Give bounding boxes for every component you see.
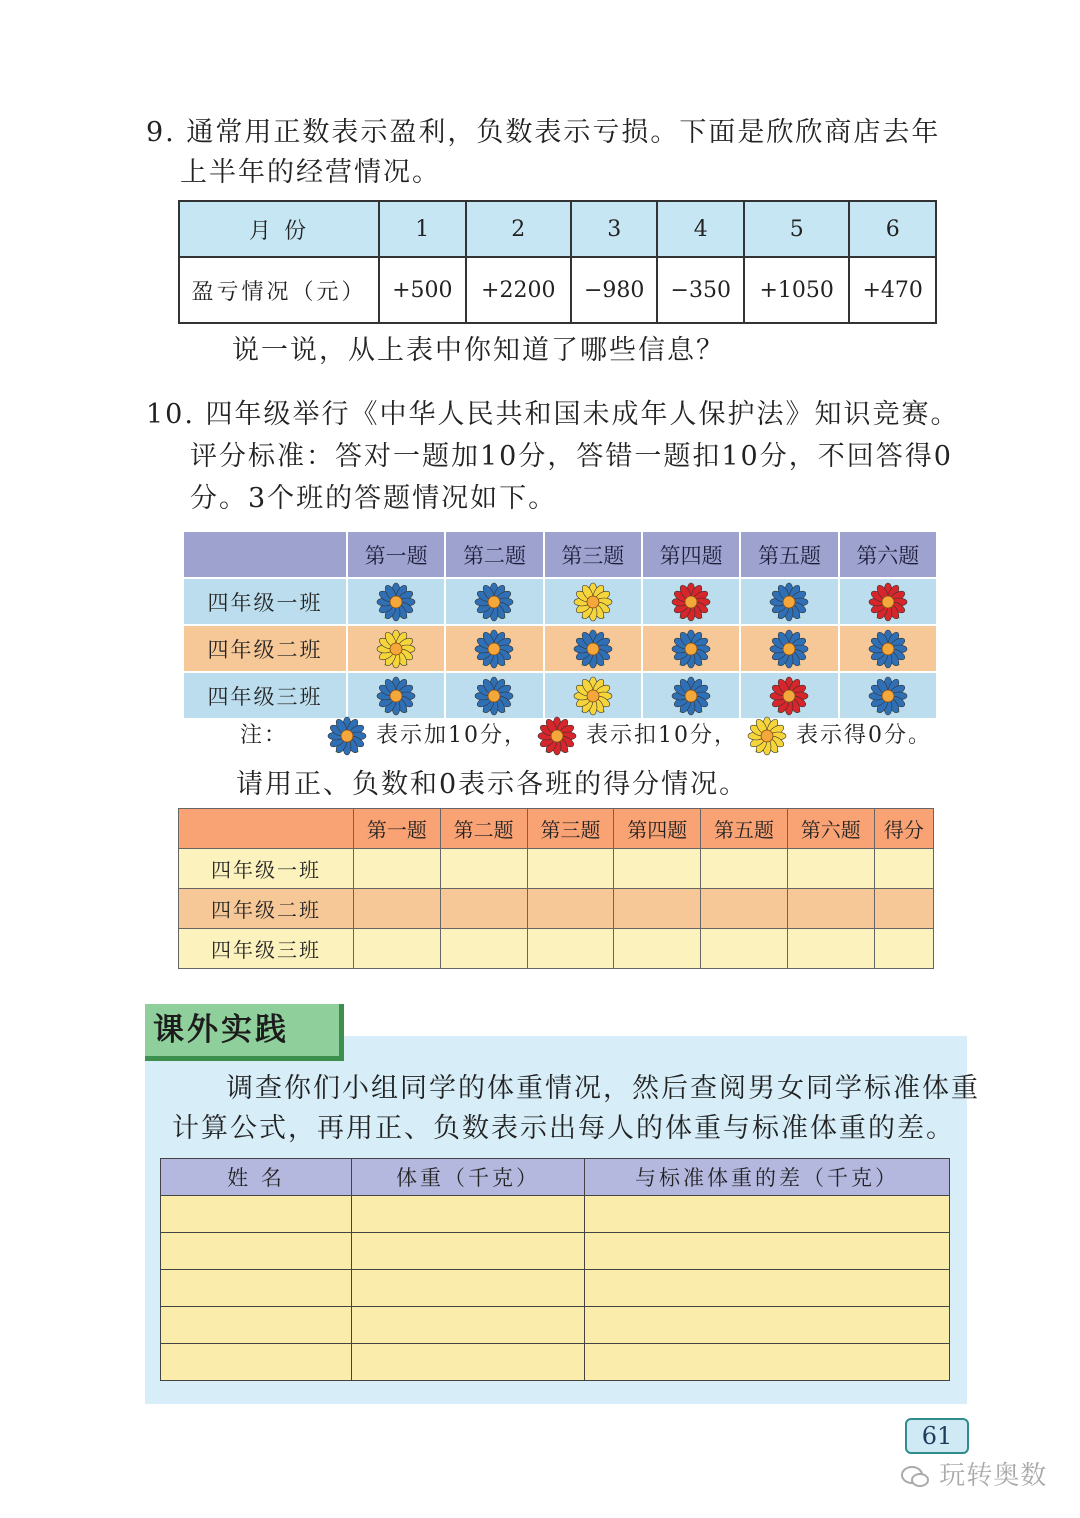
table-row	[183, 578, 937, 625]
note-blue: 表示加10分，	[376, 723, 529, 748]
month-cell: 4	[657, 201, 744, 257]
question-header: 第二题	[445, 531, 543, 578]
answer-cell[interactable]	[527, 849, 614, 889]
question-header: 第一题	[354, 809, 441, 849]
score-table	[178, 808, 934, 969]
problem10-line1: 10. 四年级举行《中华人民共和国未成年人保护法》知识竞赛。	[146, 399, 960, 430]
yellow-flower-icon	[573, 582, 613, 622]
problem10-line2: 评分标准：答对一题加10分，答错一题扣10分，不回答得0	[190, 441, 953, 472]
red-flower-icon	[537, 716, 577, 756]
weight-header: 体重（千克）	[352, 1159, 585, 1196]
blue-flower-icon	[474, 629, 514, 669]
answer-cell[interactable]	[440, 929, 527, 969]
input-cell[interactable]	[161, 1233, 352, 1270]
answer-cell[interactable]	[354, 889, 441, 929]
question-header: 第五题	[740, 531, 838, 578]
watermark-text: 玩转奥数	[939, 1461, 1048, 1491]
question-header: 第四题	[642, 531, 740, 578]
result-cell	[642, 625, 740, 672]
page-number: 61	[905, 1418, 969, 1454]
answer-cell[interactable]	[787, 929, 874, 969]
result-cell	[740, 625, 838, 672]
profit-loss-label: 盈亏情况（元）	[179, 257, 379, 323]
blue-flower-icon	[474, 582, 514, 622]
blue-flower-icon	[769, 629, 809, 669]
table-row	[161, 1196, 950, 1233]
result-cell	[445, 672, 543, 719]
question-header: 第四题	[614, 809, 701, 849]
input-cell[interactable]	[585, 1344, 950, 1381]
input-cell[interactable]	[161, 1196, 352, 1233]
difference-header: 与标准体重的差（千克）	[585, 1159, 950, 1196]
class-label: 四年级二班	[179, 889, 354, 929]
question-header: 第六题	[839, 531, 937, 578]
result-cell	[839, 672, 937, 719]
blue-flower-icon	[769, 582, 809, 622]
watermark	[900, 1455, 1047, 1492]
answer-cell[interactable]	[440, 889, 527, 929]
table-row	[161, 1233, 950, 1270]
input-cell[interactable]	[585, 1307, 950, 1344]
month-cell: 2	[466, 201, 571, 257]
answer-cell[interactable]	[527, 889, 614, 929]
legend-note	[240, 716, 932, 756]
blue-flower-icon	[868, 676, 908, 716]
weight-table	[160, 1158, 950, 1381]
result-cell	[544, 625, 642, 672]
input-cell[interactable]	[585, 1233, 950, 1270]
result-cell	[445, 625, 543, 672]
result-cell	[839, 578, 937, 625]
quiz-results-table	[182, 530, 938, 720]
question-header: 第三题	[527, 809, 614, 849]
class-label: 四年级一班	[183, 578, 347, 625]
blue-flower-icon	[376, 582, 416, 622]
table-row	[161, 1270, 950, 1307]
note-red: 表示扣10分，	[586, 723, 739, 748]
answer-cell[interactable]	[701, 889, 788, 929]
value-cell: +1050	[744, 257, 849, 323]
value-cell: +470	[849, 257, 936, 323]
note-prefix: 注：	[240, 723, 289, 748]
input-cell[interactable]	[352, 1233, 585, 1270]
yellow-flower-icon	[376, 629, 416, 669]
blue-flower-icon	[868, 629, 908, 669]
corner-cell	[179, 809, 354, 849]
result-cell	[740, 672, 838, 719]
result-cell	[544, 672, 642, 719]
corner-cell	[183, 531, 347, 578]
blue-flower-icon	[573, 629, 613, 669]
chat-bubble-icon	[900, 1465, 930, 1489]
class-label: 四年级三班	[179, 929, 354, 969]
answer-cell[interactable]	[527, 929, 614, 969]
yellow-flower-icon	[747, 716, 787, 756]
practice-line2: 计算公式，再用正、负数表示出每人的体重与标准体重的差。	[172, 1113, 955, 1144]
answer-cell[interactable]	[874, 889, 933, 929]
value-cell: +2200	[466, 257, 571, 323]
practice-title: 课外实践	[145, 1004, 344, 1061]
month-cell: 5	[744, 201, 849, 257]
input-cell[interactable]	[585, 1270, 950, 1307]
input-cell[interactable]	[352, 1270, 585, 1307]
input-cell[interactable]	[352, 1196, 585, 1233]
answer-cell[interactable]	[787, 849, 874, 889]
problem10-prompt: 请用正、负数和0表示各班的得分情况。	[236, 769, 749, 800]
input-cell[interactable]	[161, 1307, 352, 1344]
value-cell: +500	[379, 257, 466, 323]
answer-cell[interactable]	[874, 929, 933, 969]
table-row	[179, 849, 934, 889]
input-cell[interactable]	[161, 1344, 352, 1381]
month-cell: 1	[379, 201, 466, 257]
value-cell: −350	[657, 257, 744, 323]
input-cell[interactable]	[585, 1196, 950, 1233]
result-cell	[347, 625, 445, 672]
question-header: 第二题	[440, 809, 527, 849]
class-label: 四年级二班	[183, 625, 347, 672]
blue-flower-icon	[671, 676, 711, 716]
red-flower-icon	[769, 676, 809, 716]
input-cell[interactable]	[161, 1270, 352, 1307]
answer-cell[interactable]	[787, 889, 874, 929]
table-row	[179, 889, 934, 929]
answer-cell[interactable]	[354, 929, 441, 969]
table-row	[179, 929, 934, 969]
answer-cell[interactable]	[701, 849, 788, 889]
problem9-prompt: 说一说，从上表中你知道了哪些信息？	[232, 335, 725, 366]
result-cell	[642, 672, 740, 719]
class-label: 四年级一班	[179, 849, 354, 889]
input-cell[interactable]	[352, 1344, 585, 1381]
problem9-line1: 9. 通常用正数表示盈利，负数表示亏损。下面是欣欣商店去年	[146, 117, 941, 148]
blue-flower-icon	[474, 676, 514, 716]
blue-flower-icon	[671, 629, 711, 669]
profit-loss-table	[178, 200, 937, 324]
answer-cell[interactable]	[614, 889, 701, 929]
question-header: 第五题	[701, 809, 788, 849]
answer-cell[interactable]	[701, 929, 788, 969]
problem9-line2: 上半年的经营情况。	[180, 157, 441, 188]
month-header: 月 份	[179, 201, 379, 257]
problem10-line3: 分。3个班的答题情况如下。	[190, 483, 558, 514]
result-cell	[347, 672, 445, 719]
red-flower-icon	[868, 582, 908, 622]
blue-flower-icon	[376, 676, 416, 716]
score-header: 得分	[874, 809, 933, 849]
value-cell: −980	[571, 257, 658, 323]
blue-flower-icon	[327, 716, 367, 756]
question-header: 第六题	[787, 809, 874, 849]
result-cell	[740, 578, 838, 625]
table-row	[161, 1307, 950, 1344]
month-cell: 3	[571, 201, 658, 257]
question-header: 第一题	[347, 531, 445, 578]
answer-cell[interactable]	[614, 929, 701, 969]
yellow-flower-icon	[573, 676, 613, 716]
note-yellow: 表示得0分。	[796, 723, 933, 748]
result-cell	[445, 578, 543, 625]
input-cell[interactable]	[352, 1307, 585, 1344]
practice-line1: 调查你们小组同学的体重情况，然后查阅男女同学标准体重	[226, 1073, 980, 1104]
table-row	[183, 625, 937, 672]
answer-cell[interactable]	[440, 849, 527, 889]
answer-cell[interactable]	[874, 849, 933, 889]
month-cell: 6	[849, 201, 936, 257]
question-header: 第三题	[544, 531, 642, 578]
result-cell	[347, 578, 445, 625]
result-cell	[544, 578, 642, 625]
red-flower-icon	[671, 582, 711, 622]
result-cell	[642, 578, 740, 625]
answer-cell[interactable]	[614, 849, 701, 889]
name-header: 姓 名	[161, 1159, 352, 1196]
answer-cell[interactable]	[354, 849, 441, 889]
result-cell	[839, 625, 937, 672]
table-row	[183, 672, 937, 719]
class-label: 四年级三班	[183, 672, 347, 719]
table-row	[161, 1344, 950, 1381]
